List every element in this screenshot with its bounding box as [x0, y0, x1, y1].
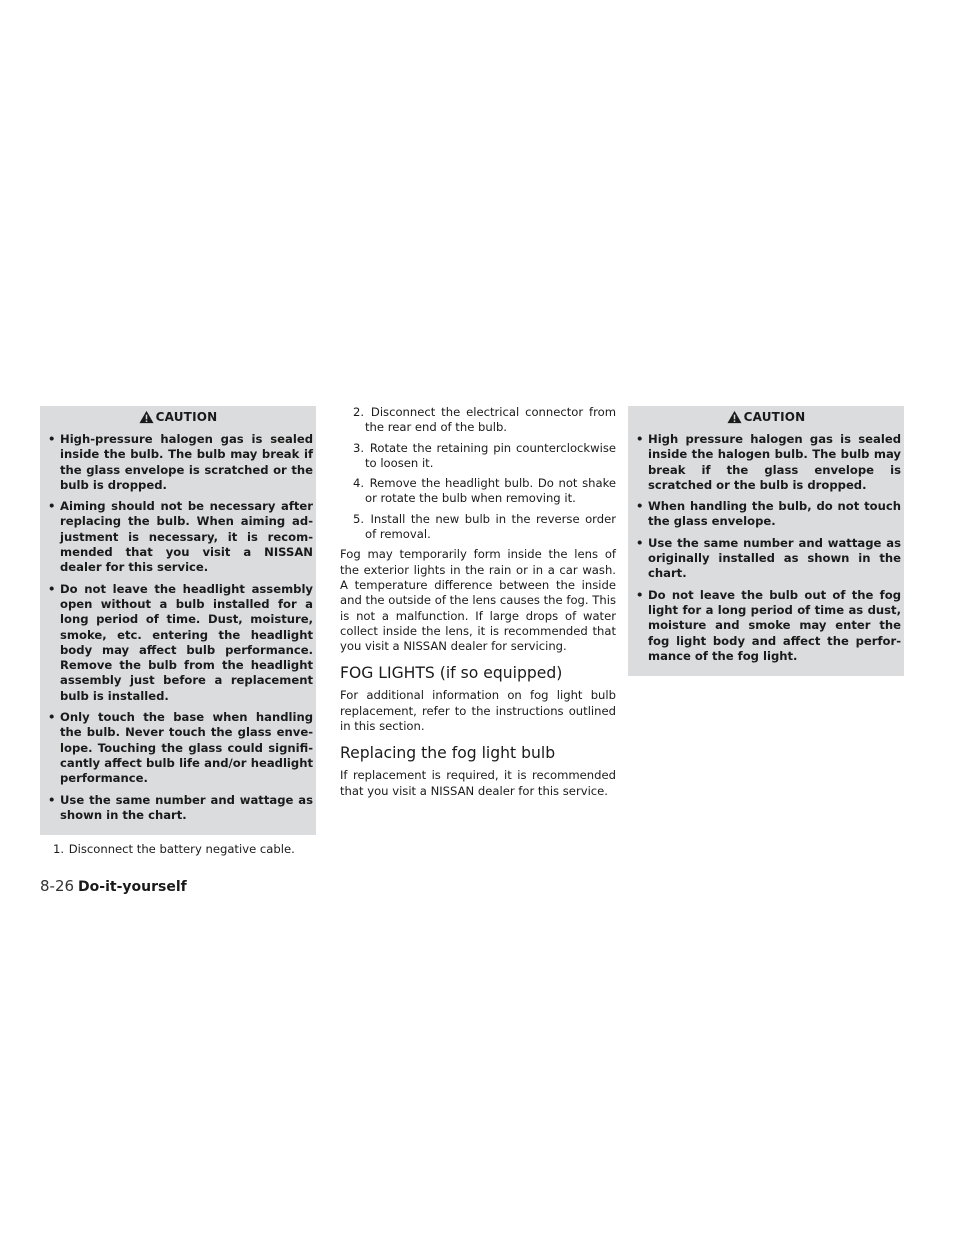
fog-paragraph: Fog may temporarily form inside the lens of the exterior lights in the rain or in a car wash. A temperature difference between the inside and the outside of the lens causes the fog. This is not a malfunction. If large drops of water collect inside the lens, it is recommended that you visit a NISSAN dealer for servicing.	[340, 547, 616, 654]
caution-item: • Do not leave the headlight assembly open without a bulb installed for a long period of time. Dust, moisture, smoke, etc. entering the headlight body may affect bulb performance. Remove the bulb from the headlight assembly just before a replacement bulb is installed.	[44, 582, 313, 704]
warning-icon	[727, 410, 742, 424]
step-item: 4. Remove the headlight bulb. Do not shake or rotate the bulb when removing it.	[353, 476, 617, 506]
step-list	[40, 842, 316, 857]
warning-icon	[139, 410, 154, 424]
fog-lights-paragraph: For additional information on fog light bulb replacement, refer to the instructions outlined in this section.	[340, 688, 616, 734]
page-number: 8-26	[40, 877, 75, 895]
section-heading-fog-lights: FOG LIGHTS (if so equipped)	[340, 664, 563, 683]
replacing-paragraph: If replacement is required, it is recommended that you visit a NISSAN dealer for this service.	[340, 768, 616, 798]
caution-header	[628, 406, 904, 428]
caution-list	[628, 428, 904, 664]
caution-item: • High-pressure halogen gas is sealed inside the bulb. The bulb may break if the glass envelope is scratched or the bulb is dropped.	[44, 432, 313, 493]
step-item: 2. Disconnect the electrical connector from the rear end of the bulb.	[353, 405, 617, 435]
caution-list	[40, 428, 316, 823]
caution-heading: CAUTION	[743, 410, 806, 424]
caution-item: • Use the same number and wattage as originally installed as shown in the chart.	[632, 536, 901, 582]
step-item: 3. Rotate the retaining pin counterclockwise to loosen it.	[353, 440, 616, 470]
caution-item: • Only touch the base when handling the bulb. Never touch the glass envelope. Touching the glass could significantly affect bulb life and/or headlight performance.	[44, 710, 313, 786]
section-heading-replacing: Replacing the fog light bulb	[340, 744, 556, 763]
step-item: 1. Disconnect the battery negative cable.	[53, 842, 295, 857]
step-item: 5. Install the new bulb in the reverse order of removal.	[353, 511, 616, 542]
caution-heading: CAUTION	[155, 410, 218, 424]
middle-column	[340, 405, 616, 805]
chapter-title: Do-it-yourself	[78, 879, 187, 895]
caution-item: • When handling the bulb, do not touch the glass envelope.	[632, 499, 901, 530]
caution-item: • Use the same number and wattage as shown in the chart.	[44, 793, 313, 824]
caution-item: • Aiming should not be necessary after replacing the bulb. When aiming adjustment is necessary, it is recommended that you visit a NISSAN dealer for this service.	[44, 499, 313, 575]
step-list	[340, 405, 616, 542]
page-footer	[40, 877, 187, 895]
caution-item: • Do not leave the bulb out of the fog light for a long period of time as dust, moisture and smoke may enter the fog light body and affect the performance of the fog light.	[632, 588, 901, 664]
right-column	[628, 406, 904, 676]
caution-header	[40, 406, 316, 428]
caution-box-left	[40, 406, 316, 835]
caution-box-right	[628, 406, 904, 676]
caution-item: • High pressure halogen gas is sealed inside the halogen bulb. The bulb may break if the glass envelope is scratched or the bulb is dropped.	[632, 432, 901, 493]
left-column	[40, 406, 316, 862]
